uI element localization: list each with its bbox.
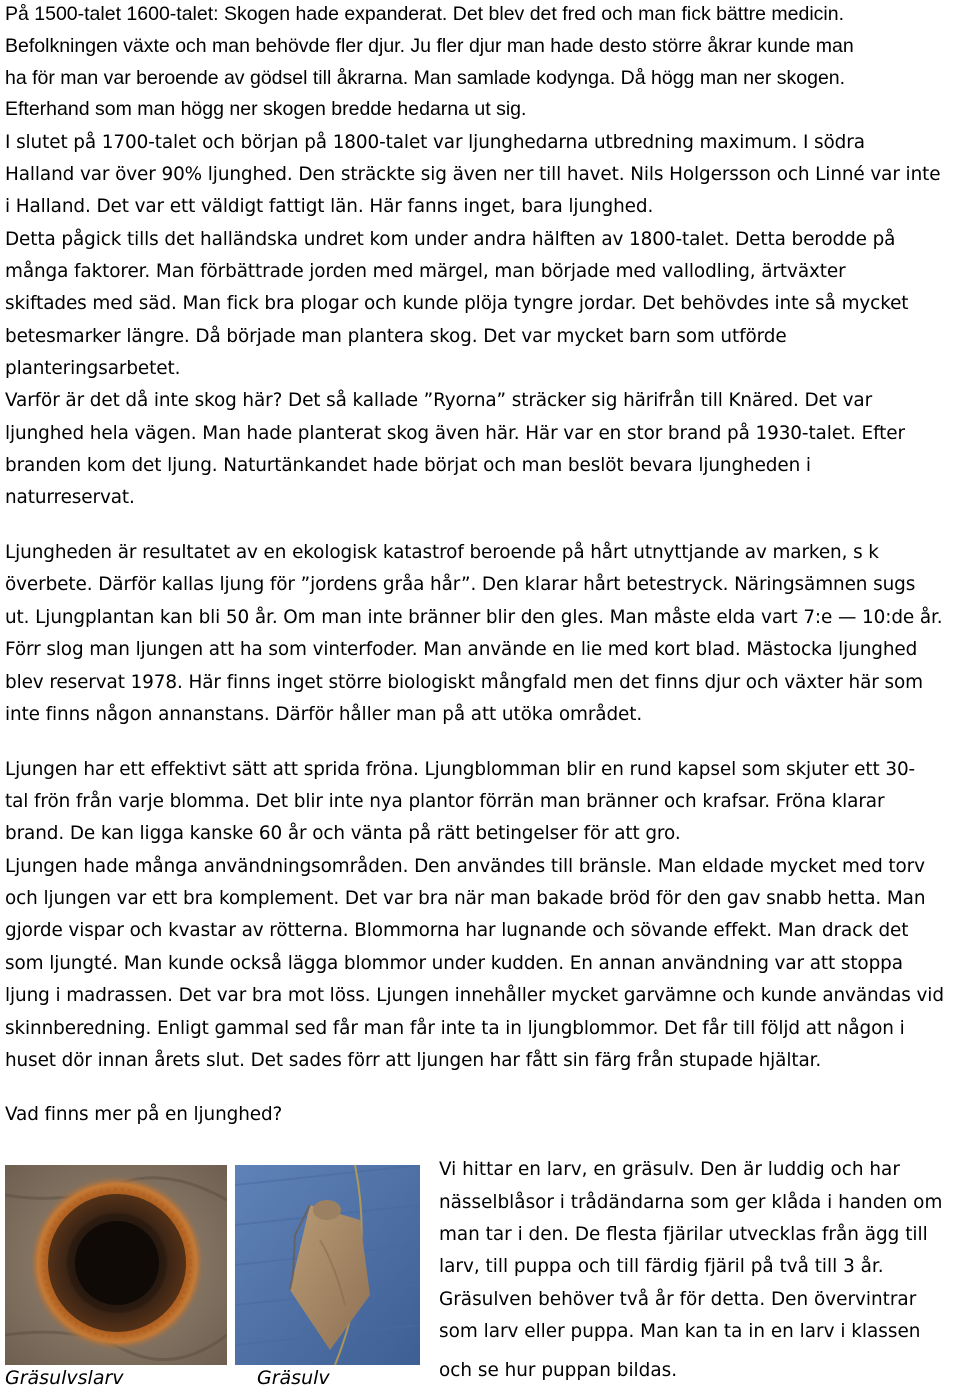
side-text-line: man tar i den. De flesta fjärilar utvecklas från ägg till bbox=[439, 1224, 928, 1245]
larva-photo bbox=[5, 1165, 227, 1365]
text-line: och ljungen var ett bra komplement. Det var bra när man bakade bröd för den gav snabb hetta. Man bbox=[5, 888, 926, 909]
text-line: många faktorer. Man förbättrade jorden med märgel, man började med vallodling, ärtväxter bbox=[5, 261, 846, 282]
text-line: huset dör innan årets slut. Det sades förr att ljungen har fått sin färg från stupade hjältar. bbox=[5, 1050, 822, 1071]
moth-photo bbox=[235, 1165, 420, 1365]
text-line: tal frön från varje blomma. Det blir inte nya plantor förrän man bränner och krafsar. Fröna klarar bbox=[5, 791, 885, 812]
larva-image bbox=[5, 1165, 227, 1365]
text-line: planteringsarbetet. bbox=[5, 358, 181, 379]
text-line: På 1500-talet 1600-talet: Skogen hade expanderat. Det blev det fred och man fick bättre medicin. bbox=[5, 3, 845, 25]
text-line: Ljungen har ett effektivt sätt att sprida fröna. Ljungblomman blir en rund kapsel som skjuter ett 30- bbox=[5, 759, 916, 780]
side-text-line: nässelblåsor i trådändarna som ger klåda i handen om bbox=[439, 1192, 943, 1213]
text-line: Efterhand som man högg ner skogen bredde hedarna ut sig. bbox=[5, 98, 527, 120]
text-line: I slutet på 1700-talet och början på 1800-talet var ljunghedarna utbredning maximum. I södra bbox=[5, 132, 865, 153]
text-line: skiftades med säd. Man fick bra plogar och kunde plöja tyngre jordar. Det behövdes inte så mycket bbox=[5, 293, 909, 314]
text-line: branden kom det ljung. Naturtänkandet hade börjat och man beslöt bevara ljungheden i bbox=[5, 455, 811, 476]
text-line: Detta pågick tills det halländska undret kom under andra hälften av 1800-talet. Detta berodde på bbox=[5, 229, 896, 250]
larva-caption: Gräsulvslarv bbox=[5, 1367, 124, 1389]
text-line: betesmarker längre. Då började man plantera skog. Det var mycket barn som utförde bbox=[5, 326, 787, 347]
text-line: Halland var över 90% ljunghed. Den sträckte sig även ner till havet. Nils Holgersson och Linné var inte bbox=[5, 164, 941, 185]
text-line: Ljungheden är resultatet av en ekologisk katastrof beroende på hårt utnyttjande av marken, s k bbox=[5, 542, 879, 563]
side-text-line: larv, till puppa och till färdig fjäril på två till 3 år. bbox=[439, 1256, 884, 1277]
side-text-line: Vi hittar en larv, en gräsulv. Den är luddig och har bbox=[439, 1159, 900, 1180]
text-line: inte finns någon annanstans. Därför håller man på att utöka området. bbox=[5, 704, 643, 725]
text-line: naturreservat. bbox=[5, 487, 135, 508]
text-line: ljunghed hela vägen. Man hade planterat skog även här. Här var en stor brand på 1930-talet. Efter bbox=[5, 423, 905, 444]
text-line: ljung i madrassen. Det var bra mot löss. Ljungen innehåller mycket garvämne och kunde användas vid bbox=[5, 985, 944, 1006]
section-question: Vad finns mer på en ljunghed? bbox=[5, 1104, 283, 1125]
moth-image bbox=[235, 1165, 420, 1365]
text-line: blev reservat 1978. Här finns inget större biologiskt mångfald men det finns djur och växter här som bbox=[5, 672, 923, 693]
text-line: brand. De kan ligga kanske 60 år och vänta på rätt betingelser för att gro. bbox=[5, 823, 681, 844]
text-line: Befolkningen växte och man behövde fler djur. Ju fler djur man hade desto större åkrar kunde man bbox=[5, 35, 854, 57]
side-text-line: som larv eller puppa. Man kan ta in en larv i klassen bbox=[439, 1321, 921, 1342]
text-line: ha för man var beroende av gödsel till åkrarna. Man samlade kodynga. Då högg man ner skogen. bbox=[5, 67, 846, 89]
text-line: i Halland. Det var ett väldigt fattigt län. Här fanns inget, bara ljunghed. bbox=[5, 196, 654, 217]
text-line: Ljungen hade många användningsområden. Den användes till bränsle. Man eldade mycket med torv bbox=[5, 856, 925, 877]
text-line: ut. Ljungplantan kan bli 50 år. Om man inte bränner blir den gles. Man måste elda vart 7:e — 10:de år. bbox=[5, 607, 943, 628]
text-line: gjorde vispar och kvastar av rötterna. Blommorna har lugnande och sövande effekt. Man drack det bbox=[5, 920, 909, 941]
text-line: överbete. Därför kallas ljung för ”jordens gråa hår”. Den klarar hårt betestryck. Näringsämnen sugs bbox=[5, 574, 916, 595]
side-text-line: Gräsulven behöver två år för detta. Den övervintrar bbox=[439, 1289, 917, 1310]
text-line: Förr slog man ljungen att ha som vinterfoder. Man använde en lie med kort blad. Mästocka ljunghed bbox=[5, 639, 918, 660]
moth-caption: Gräsulv bbox=[257, 1367, 330, 1389]
text-line: som ljungté. Man kunde också lägga blommor under kudden. En annan användning var att stoppa bbox=[5, 953, 903, 974]
text-line: skinnberedning. Enligt gammal sed får man får inte ta in ljungblommor. Det får till följd att någon i bbox=[5, 1018, 905, 1039]
side-text-line: och se hur puppan bildas. bbox=[439, 1360, 678, 1381]
text-line: Varför är det då inte skog här? Det så kallade ”Ryorna” sträcker sig härifrån till Knäred. Det var bbox=[5, 390, 873, 411]
